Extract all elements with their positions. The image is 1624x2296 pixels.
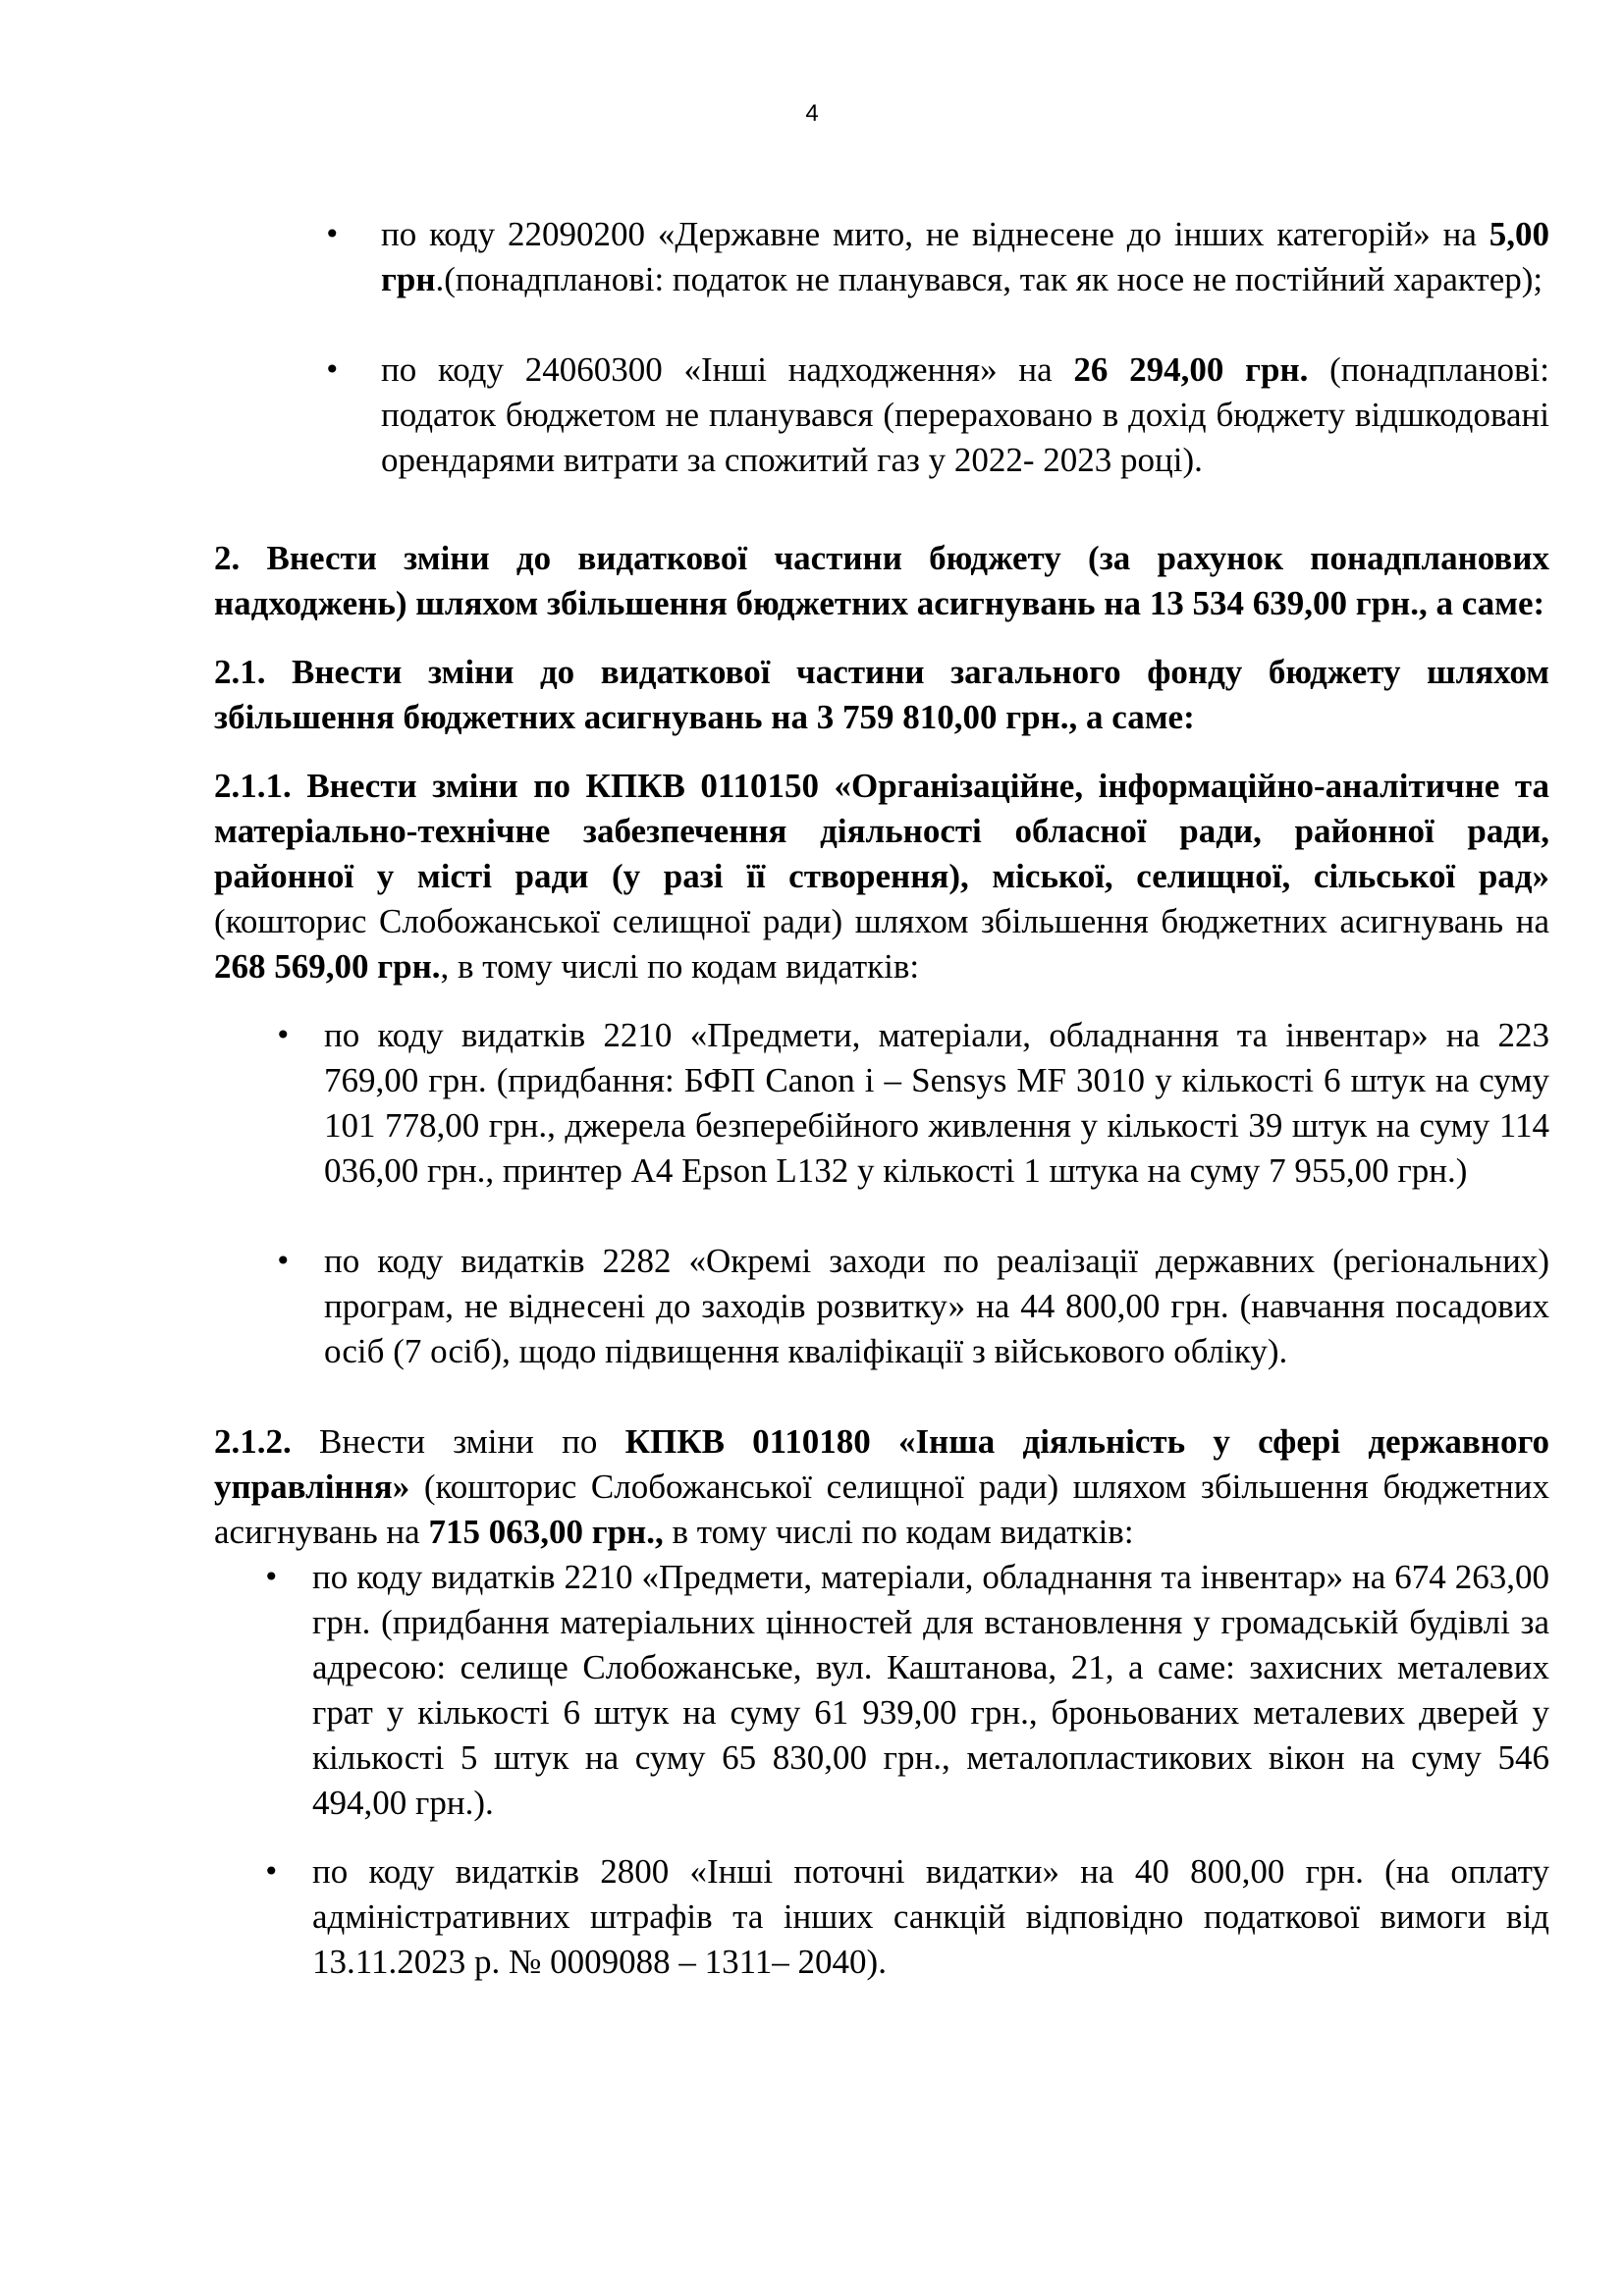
list-item — [214, 1555, 1549, 1826]
section-2-1-2-title: КПКВ 0110180 «Інша діяльність у сфері державного управління» — [214, 1422, 1549, 1506]
item-text: по коду видатків 2800 «Інші поточні видатки» на 40 800,00 грн. (на оплату адміністративних штрафів та інших санкцій відповідно податкової вимоги від 13.11.2023 р. № 0009088 – 1311– 2040). — [312, 1852, 1549, 1981]
section-2-1-2-amount: 715 063,00 грн., — [428, 1513, 664, 1551]
spacer — [214, 483, 1549, 536]
list-item — [214, 1013, 1549, 1194]
item-amount: 5,00 грн — [381, 215, 1549, 298]
spacer — [214, 626, 1549, 650]
section-2-1-1-amount: 268 569,00 грн. — [214, 947, 441, 986]
section-2-1-1-paragraph — [214, 764, 1549, 989]
section-2-1-heading: 2.1. Внести зміни до видаткової частини загального фонду бюджету шляхом збільшення бюджетних асигнувань на 3 759 810,00 грн., а саме: — [214, 653, 1549, 736]
bullet-icon: • — [324, 353, 341, 386]
spacer — [214, 989, 1549, 1013]
paragraph-text: (кошторис Слобожанської селищної ради) шляхом збільшення бюджетних асигнувань на — [214, 1468, 1549, 1551]
item-text: по коду 22090200 «Державне мито, не віднесене до інших категорій» на — [381, 215, 1489, 253]
expense-bullet-list-211 — [214, 1013, 1549, 1374]
document-body — [214, 212, 1549, 1985]
item-text: по коду видатків 2282 «Окремі заходи по реалізації державних (регіональних) програм, не віднесені до заходів розвитку» на 44 800,00 грн. (навчання посадових осіб (7 осіб), щодо підвищення кваліфікації з військового обліку). — [324, 1242, 1549, 1370]
spacer — [214, 1374, 1549, 1419]
paragraph-text: Внести зміни по — [291, 1422, 625, 1461]
spacer — [214, 302, 1549, 347]
page-number: 4 — [805, 100, 819, 127]
list-item — [214, 1849, 1549, 1985]
bullet-icon: • — [275, 1019, 292, 1051]
item-text: по коду видатків 2210 «Предмети, матеріали, обладнання та інвентар» на 223 769,00 грн. (придбання: БФП Canon i – Sensys MF 3010 у кількості 6 штук на суму 101 778,00 грн., джерела безперебійного живлення у кількості 39 штук на суму 114 036,00 грн., принтер А4 Epson L132 у кількості 1 штука на суму 7 955,00 грн.) — [324, 1016, 1549, 1190]
paragraph-text: в тому числі по кодам видатків: — [663, 1513, 1134, 1551]
paragraph-text: , в тому числі по кодам видатків: — [440, 947, 920, 986]
spacer — [214, 740, 1549, 764]
bullet-icon: • — [263, 1855, 280, 1888]
item-text: по коду видатків 2210 «Предмети, матеріали, обладнання та інвентар» на 674 263,00 грн. (придбання матеріальних цінностей для встановлення у громадській будівлі за адресою: селище Слобожанське, вул. Каштанова, 21, а саме: захисних металевих грат у кількості 6 штук на суму 61 939,00 грн., броньованих металевих дверей у кількості 5 штук на суму 65 830,00 грн., металопластикових вікон на суму 546 494,00 грн.). — [312, 1558, 1549, 1822]
bullet-icon: • — [324, 218, 341, 250]
item-amount: 26 294,00 грн. — [1073, 350, 1309, 389]
paragraph-text: (кошторис Слобожанської селищної ради) шляхом збільшення бюджетних асигнувань на — [214, 902, 1549, 940]
expense-bullet-list-212 — [214, 1555, 1549, 1985]
item-text: по коду 24060300 «Інші надходження» на — [381, 350, 1074, 389]
revenue-bullet-list — [214, 212, 1549, 483]
spacer — [214, 1194, 1549, 1239]
item-text: .(понадпланові: податок не планувався, так як носе не постійний характер); — [435, 260, 1543, 298]
bullet-icon: • — [263, 1561, 280, 1593]
bullet-icon: • — [275, 1245, 292, 1277]
spacer — [214, 1826, 1549, 1849]
section-2-heading: 2. Внести зміни до видаткової частини бюджету (за рахунок понадпланових надходжень) шляхом збільшення бюджетних асигнувань на 13 534 639,00 грн., а саме: — [214, 539, 1549, 622]
section-2-1-1-title: 2.1.1. Внести зміни по КПКВ 0110150 «Організаційне, інформаційно-аналітичне та матеріально-технічне забезпечення діяльності обласної ради, районної ради, районної у місті ради (у разі її створення), міської, селищної, сільської рад» — [214, 767, 1549, 895]
section-2-1-2-paragraph — [214, 1419, 1549, 1555]
list-item — [214, 1239, 1549, 1374]
list-item — [214, 347, 1549, 483]
item-text: (понадпланові: податок бюджетом не планувався (перераховано в дохід бюджету відшкодовані орендарями витрати за спожитий газ у 2022- 2023 році). — [381, 350, 1549, 479]
list-item — [214, 212, 1549, 302]
section-2-1-2-number: 2.1.2. — [214, 1422, 292, 1461]
